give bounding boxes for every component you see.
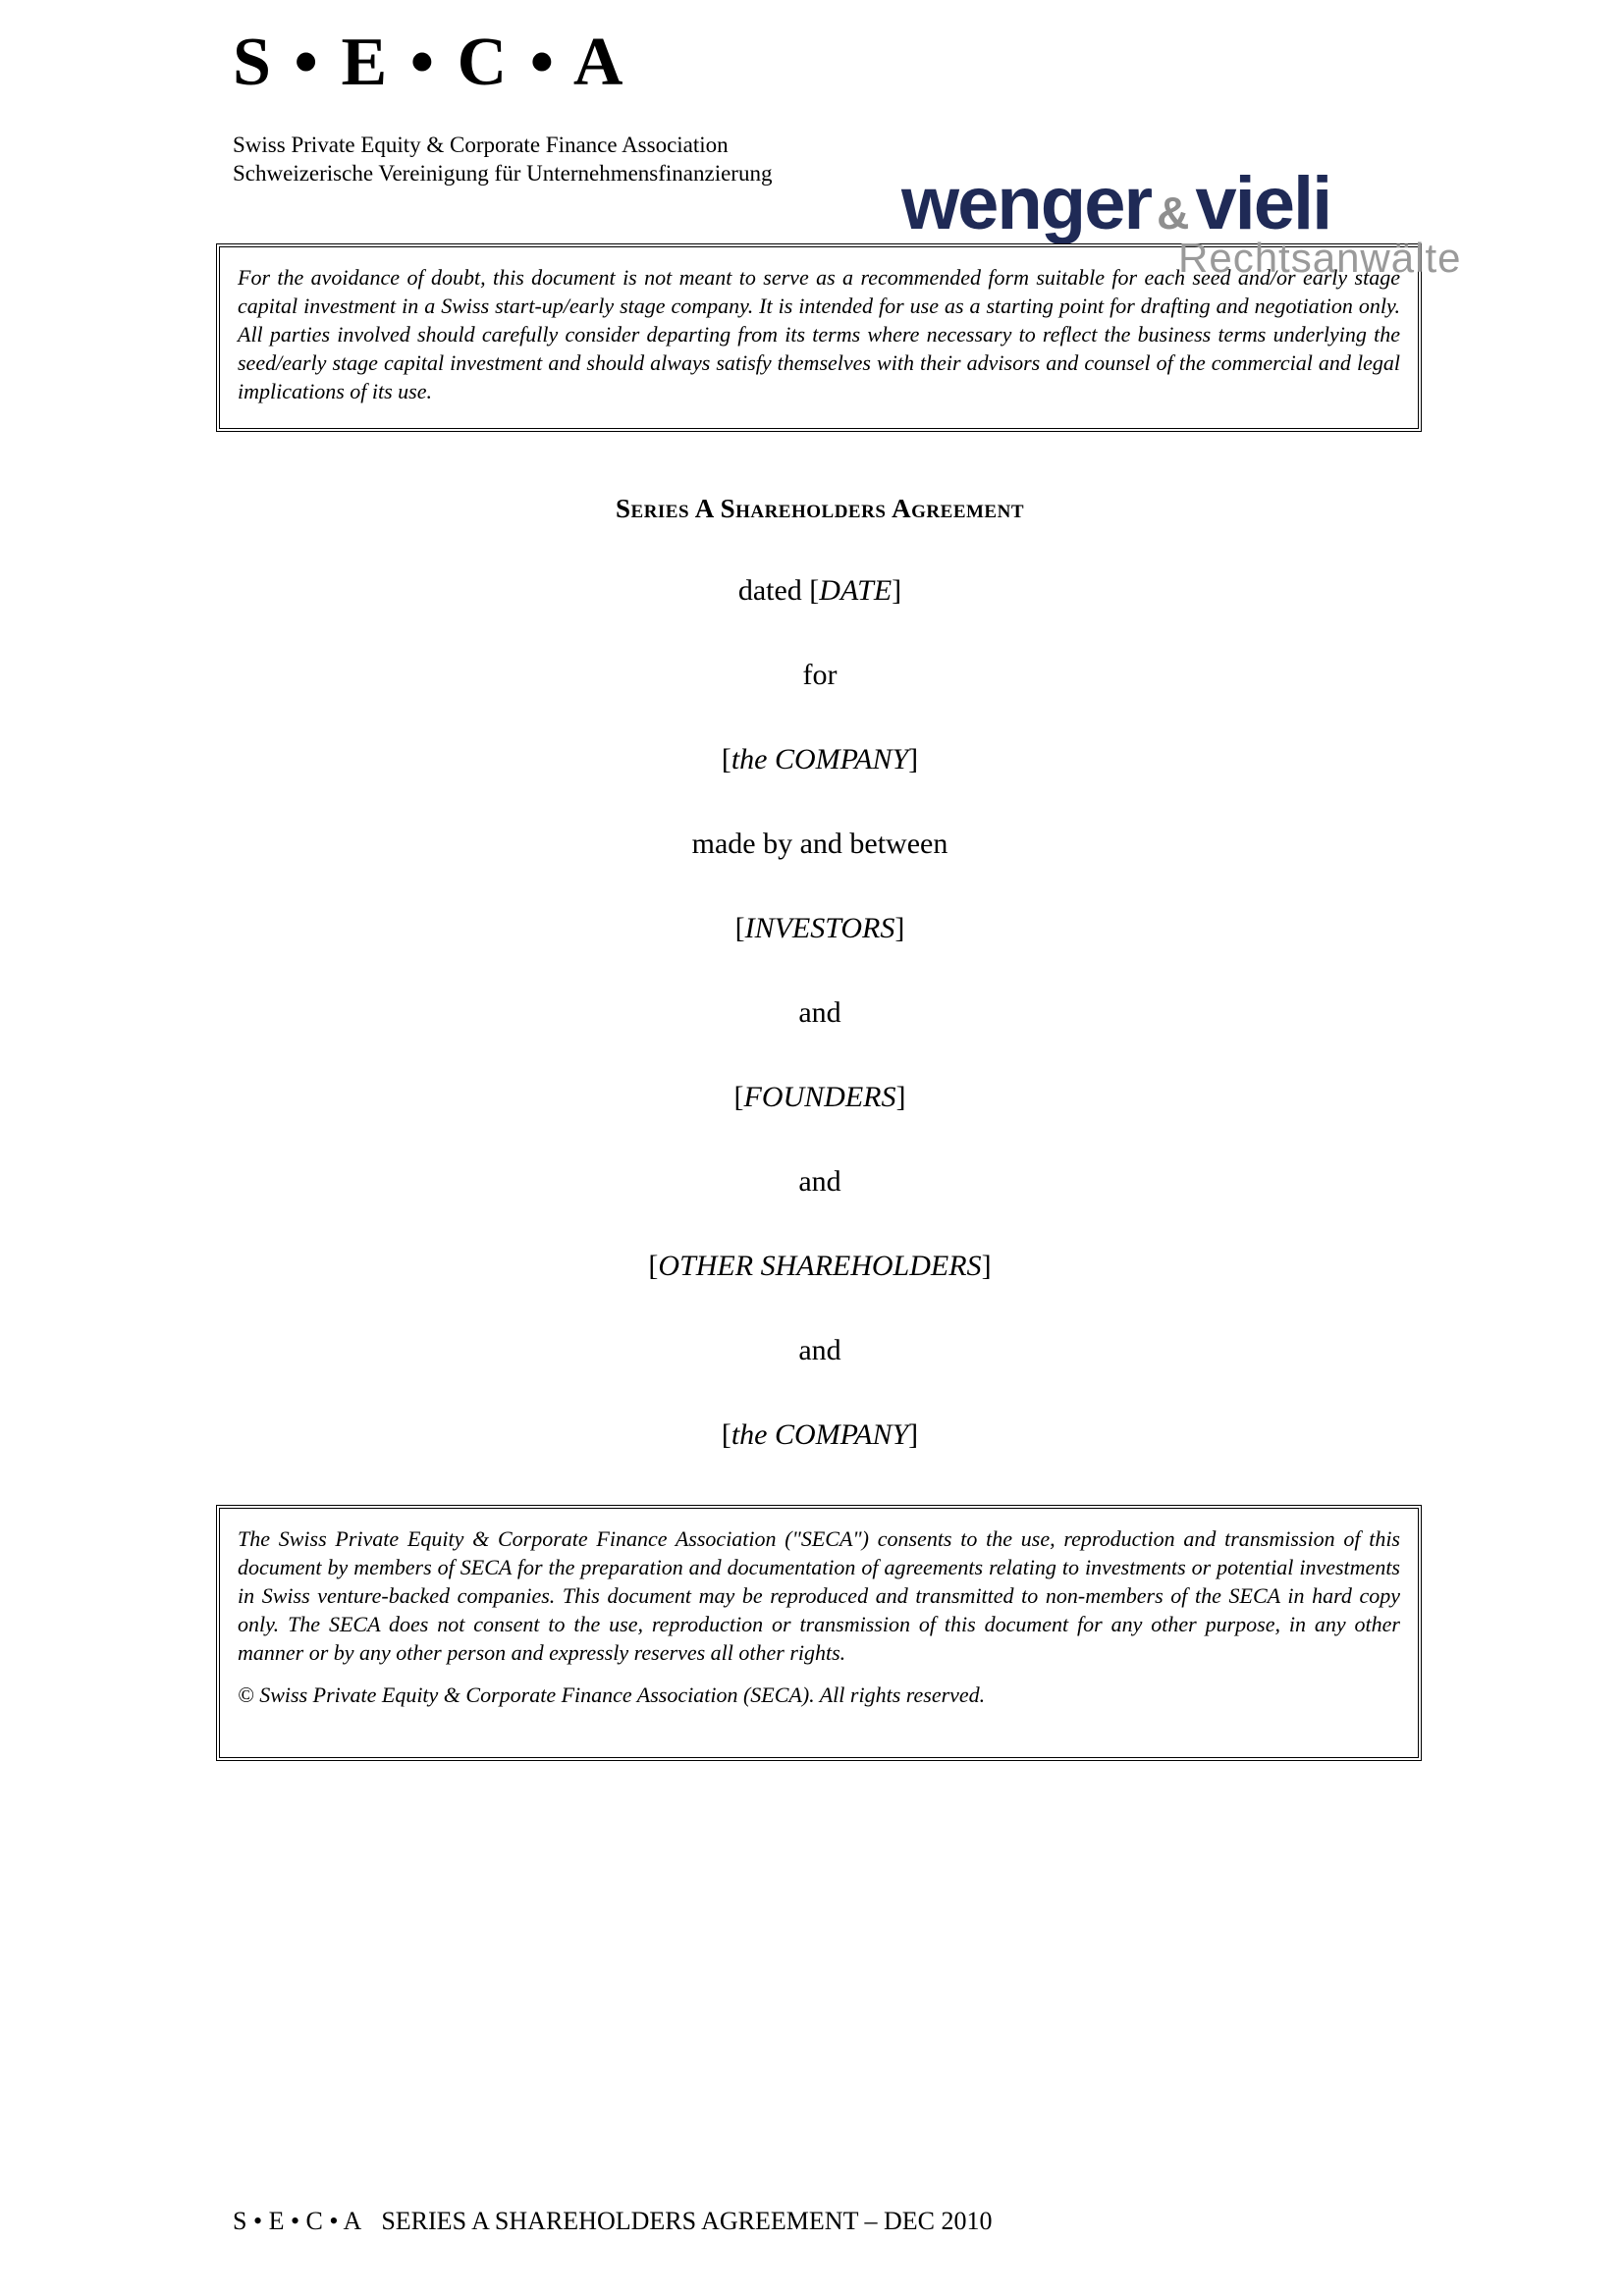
for-line: for	[802, 659, 838, 691]
association-name-english: Swiss Private Equity & Corporate Finance Association	[233, 133, 729, 157]
logo-name-left: wenger	[901, 162, 1152, 245]
and-line: and	[798, 1165, 841, 1198]
dated-prefix: dated [	[737, 574, 820, 607]
logo-name-right: vieli	[1195, 162, 1331, 245]
logo-ampersand: &	[1157, 187, 1190, 239]
dated-line	[0, 573, 1624, 609]
document-title: Series A Shareholders Agreement	[616, 494, 1024, 523]
bracket-close: ]	[908, 743, 919, 775]
company-placeholder: the COMPANY	[731, 743, 909, 775]
investors-placeholder: INVESTORS	[744, 912, 895, 944]
disclaimer-box-bottom	[216, 1505, 1422, 1761]
copyright-text: © Swiss Private Equity & Corporate Finance Association (SECA). All rights reserved.	[238, 1682, 986, 1707]
founders-line	[0, 1080, 1624, 1115]
seca-logo: S • E • C • A	[233, 25, 626, 100]
logo-subtitle: Rechtsanwälte	[1178, 235, 1462, 281]
date-placeholder: DATE	[819, 574, 893, 607]
disclaimer-text: For the avoidance of doubt, this document is not meant to serve as a recommended form suitable for each seed and/or early stage capital investment in a Swiss start-up/early stage company. It is intended for use as a starting point for drafting and negotiation only. All parties involved should carefully consider departing from its terms where necessary to reflect the business terms underlying the seed/early stage capital investment and should always satisfy themselves with their advisors and counsel of the commercial and legal implications of its use.	[238, 265, 1400, 403]
bracket-open: [	[721, 1418, 731, 1451]
other-shareholders-placeholder: OTHER SHAREHOLDERS	[658, 1250, 982, 1282]
and-line: and	[798, 996, 841, 1029]
bracket-open: [	[733, 1081, 744, 1113]
association-name-german: Schweizerische Vereinigung für Unternehmensfinanzierung	[233, 161, 773, 186]
bracket-open: [	[734, 912, 745, 944]
investors-line	[0, 911, 1624, 946]
bracket-open: [	[721, 743, 731, 775]
page-footer	[233, 2206, 992, 2237]
bracket-close: ]	[892, 574, 902, 607]
bracket-close: ]	[894, 912, 905, 944]
company-line	[0, 1417, 1624, 1453]
founders-placeholder: FOUNDERS	[743, 1081, 896, 1113]
bracket-close: ]	[981, 1250, 992, 1282]
company-placeholder: the COMPANY	[731, 1418, 909, 1451]
bracket-close: ]	[908, 1418, 919, 1451]
footer-logo: S • E • C • A	[233, 2207, 362, 2235]
made-between-line: made by and between	[691, 828, 948, 860]
wenger-vieli-logo	[901, 162, 1331, 245]
consent-text: The Swiss Private Equity & Corporate Finance Association ("SECA") consents to the use, reproduction and transmission of this document by members of SECA for the preparation and documentation of agreements relating to investments or potential investments in Swiss venture-backed companies. This document may be reproduced and transmitted to non-members of the SECA in hard copy only. The SECA does not consent to the use, reproduction or transmission of this document for any other purpose, in any other manner or by any other person and expressly reserves all other rights.	[238, 1526, 1400, 1665]
and-line: and	[798, 1334, 841, 1366]
bracket-close: ]	[895, 1081, 906, 1113]
company-line	[0, 742, 1624, 777]
other-shareholders-line	[0, 1249, 1624, 1284]
bracket-open: [	[648, 1250, 659, 1282]
footer-title: SERIES A SHAREHOLDERS AGREEMENT – DEC 2010	[381, 2207, 993, 2235]
